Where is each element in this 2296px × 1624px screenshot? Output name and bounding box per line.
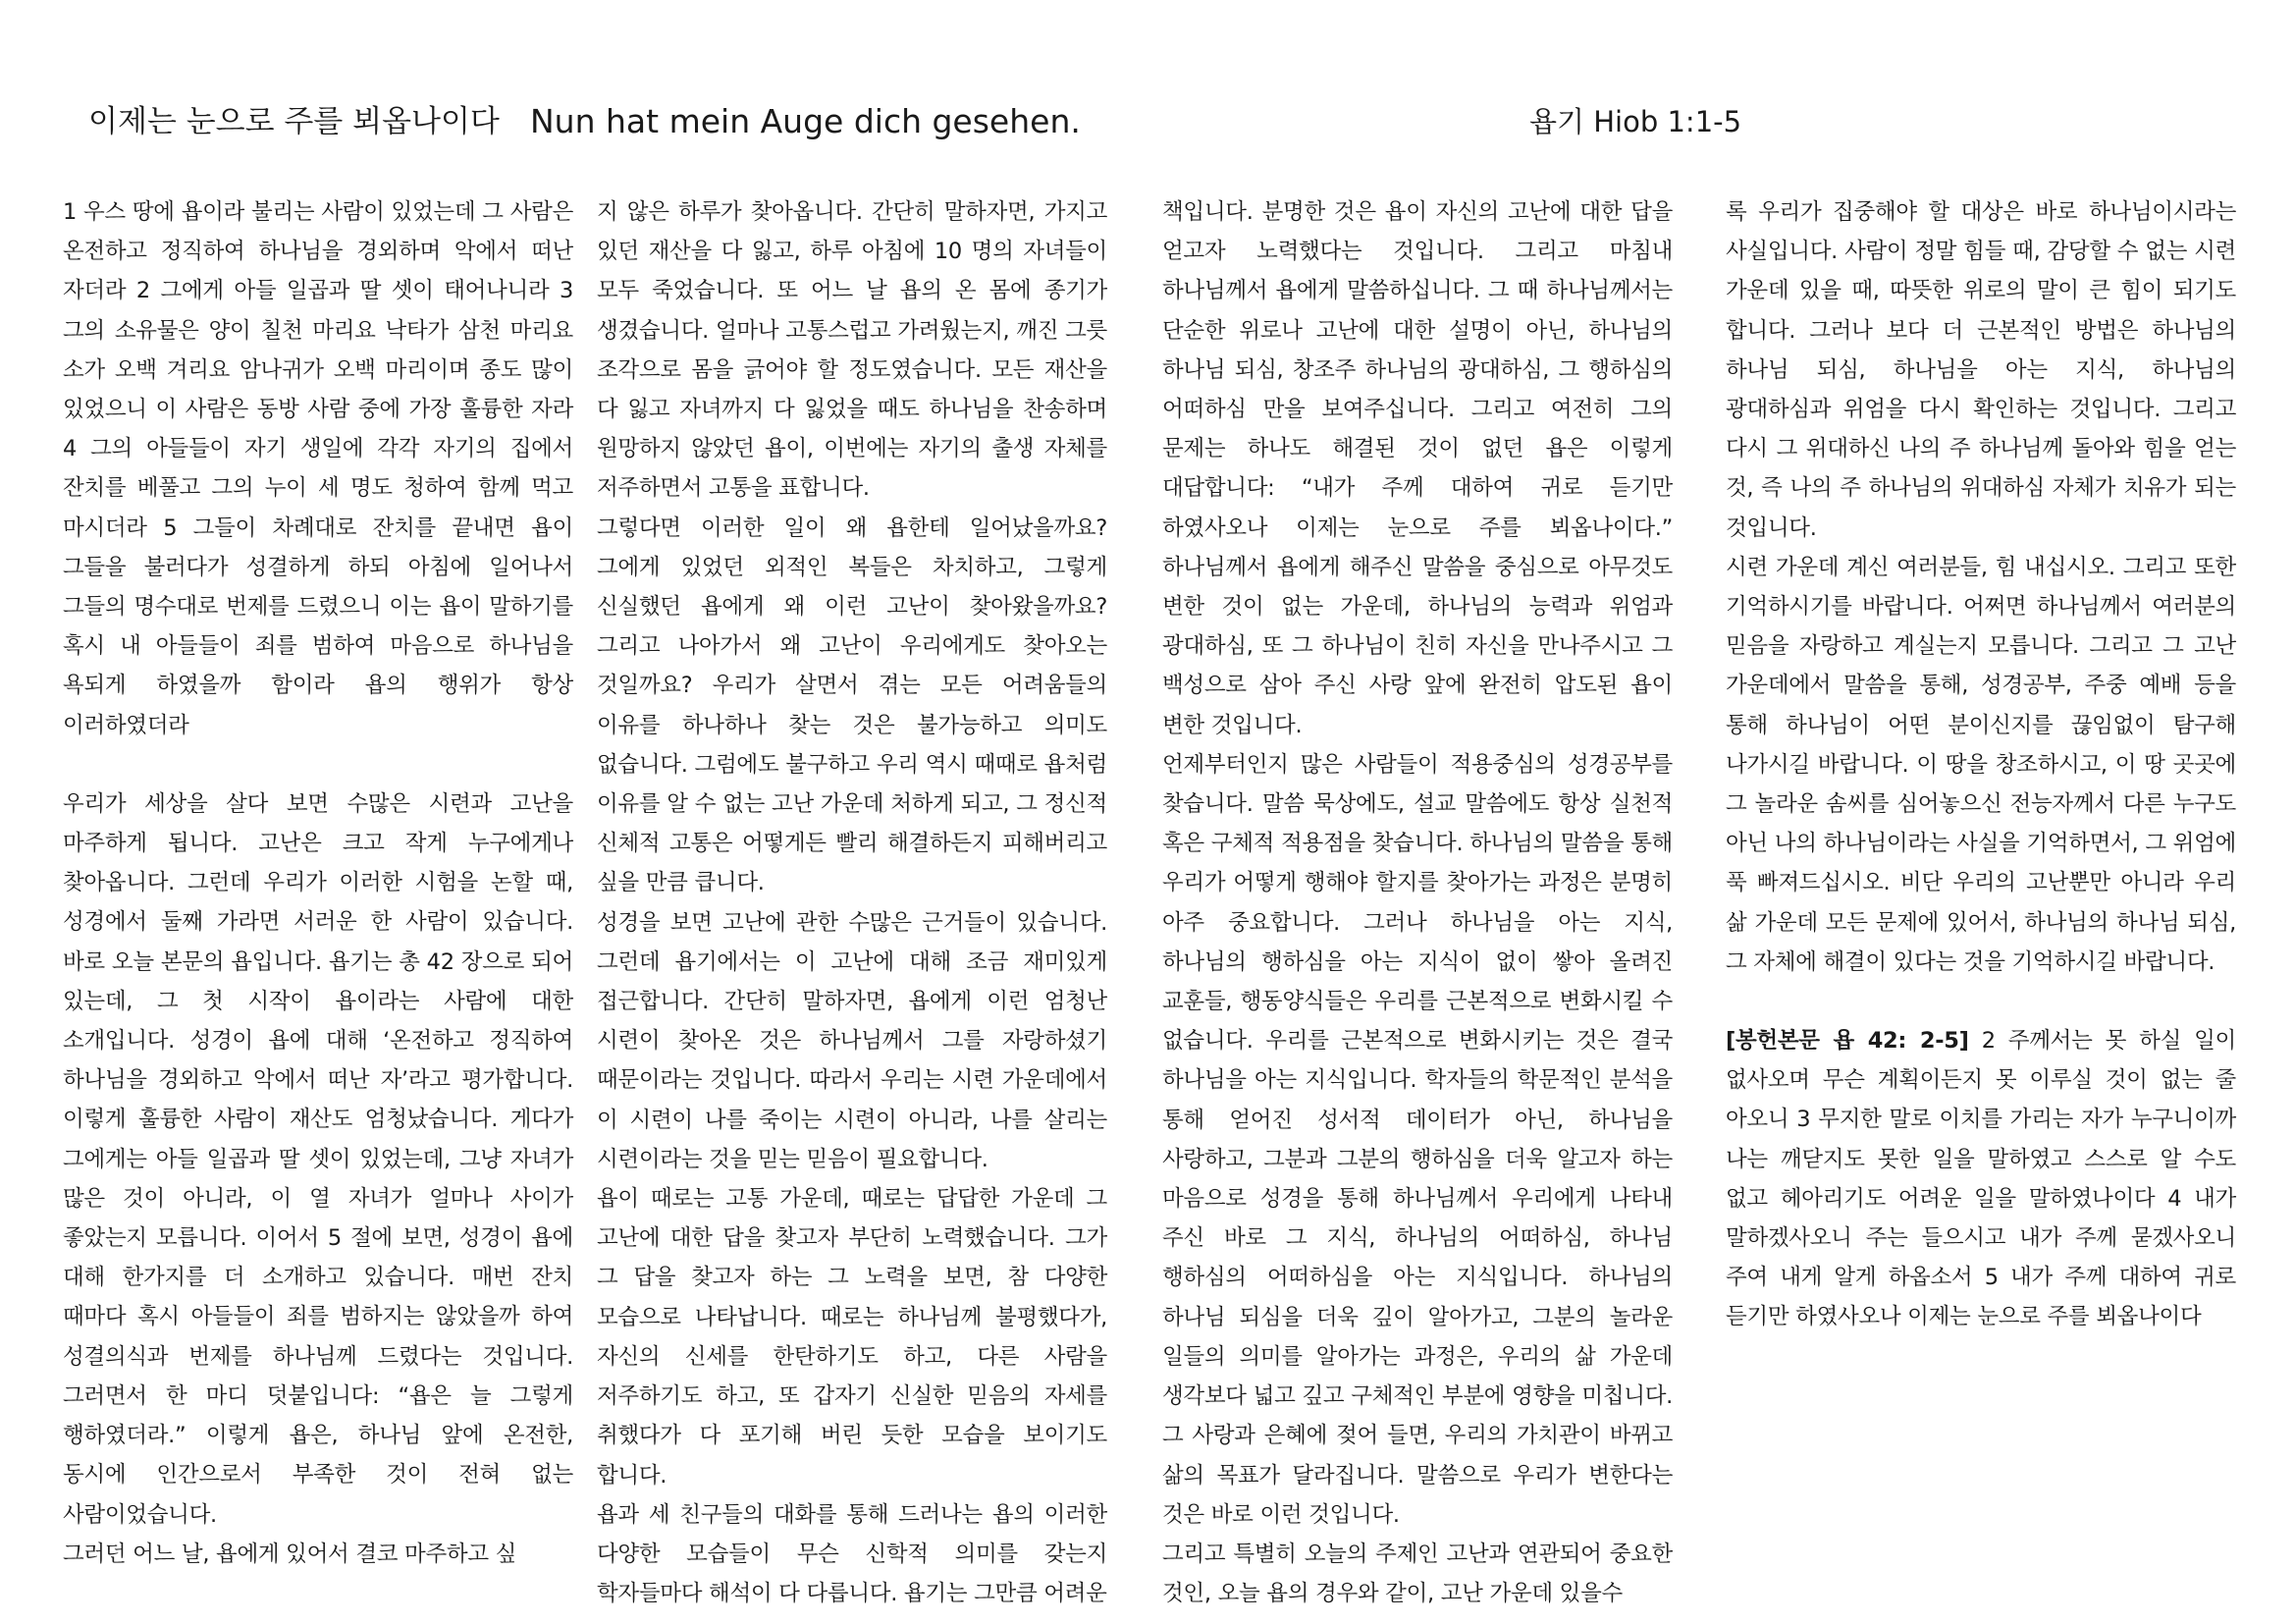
paragraph: 책입니다. 분명한 것은 욥이 자신의 고난에 대한 답을 얻고자 노력했다는 것입니다. 그리고 마침내 하나님께서 욥에게 말씀하십니다. 그 때 하나님께서는 단순한 위로나 고난에 대한 설명이 아닌, 하나님의 하나님 되심, 창조주 하나님의 광대하심, 그 행하심의 어떠하심 만을 보여주십니다. 그리고 여전히 그의 문제는 하나도 해결된 것이 없던 욥은 이렇게 대답합니다: “내가 주께 대하여 귀로 듣기만 하였사오나 이제는 눈으로 주를 뵈옵나이다.” 하나님께서 욥에게 해주신 말씀을 중심으로 아무것도 변한 것이 없는 가운데, 하나님의 능력과 위엄과 광대하심, 또 그 하나님이 친히 자신을 만나주시고 그 백성으로 삼아 주신 사랑 앞에 완전히 압도된 욥이 변한 것입니다. xyxy=(1162,199,1673,738)
title-german: Nun hat mein Auge dich gesehen. xyxy=(530,102,1081,140)
paragraph: 욥과 세 친구들의 대화를 통해 드러나는 욥의 이러한 다양한 모습들이 무슨 신학적 의미를 갖는지 학자들마다 해석이 다 다릅니다. 욥기는 그만큼 어려운 xyxy=(597,1501,1107,1607)
scripture-text: 1 우스 땅에 욥이라 불리는 사람이 있었는데 그 사람은 온전하고 정직하여 하나님을 경외하며 악에서 떠난 자더라 2 그에게 아들 일곱과 딸 셋이 태어나니라 3 그의 소유물은 양이 칠천 마리요 낙타가 삼천 마리요 소가 오백 겨리요 암나귀가 오백 마리이며 종도 많이 있었으니 이 사람은 동방 사람 중에 가장 훌륭한 자라 4 그의 아들들이 자기 생일에 각각 자기의 집에서 잔치를 베풀고 그의 누이 세 명도 청하여 함께 먹고 마시더라 5 그들이 차례대로 잔치를 끝내면 욥이 그들을 불러다가 성결하게 하되 아침에 일어나서 그들의 명수대로 번제를 드렸으니 이는 욥이 말하기를 혹시 내 아들들이 죄를 범하여 마음으로 하나님을 욕되게 하였을까 함이라 욥의 행위가 항상 이러하였더라 xyxy=(63,199,573,738)
column-2 xyxy=(597,192,1107,1607)
page-header xyxy=(0,98,2296,157)
paragraph: 욥이 때로는 고통 가운데, 때로는 답답한 가운데 그 고난에 대한 답을 찾고자 부단히 노력했습니다. 그가 그 답을 찾고자 하는 그 노력을 보면, 참 다양한 모습으로 나타납니다. 때로는 하나님께 불평했다가, 자신의 신세를 한탄하기도 하고, 다른 사람을 저주하기도 하고, 또 갑자기 신실한 믿음의 자세를 취했다가 다 포기해 버린 듯한 모습을 보이기도 합니다. xyxy=(597,1186,1107,1489)
paragraph: 시련 가운데 계신 여러분들, 힘 내십시오. 그리고 또한 기억하시기를 바랍니다. 어쩌면 하나님께서 여러분의 믿음을 자랑하고 계실는지 모릅니다. 그리고 그 고난 가운데에서 말씀을 통해, 성경공부, 주중 예배 등을 통해 하나님이 어떤 분이신지를 끊임없이 탐구해 나가시길 바랍니다. 이 땅을 창조하시고, 이 땅 곳곳에 그 놀라운 솜씨를 심어놓으신 전능자께서 다른 누구도 아닌 나의 하나님이라는 사실을 기억하면서, 그 위엄에 푹 빠져드십시오. 비단 우리의 고난뿐만 아니라 우리 삶 가운데 모든 문제에 있어서, 하나님의 하나님 되심, 그 자체에 해결이 있다는 것을 기억하시길 바랍니다. xyxy=(1726,554,2236,975)
scripture-reference: 욥기 Hiob 1:1-5 xyxy=(1529,105,1742,138)
paragraph: 그리고 특별히 오늘의 주제인 고난과 연관되어 중요한 것인, 오늘 욥의 경우와 같이, 고난 가운데 있을수 xyxy=(1162,1541,1673,1607)
paragraph: 성경을 보면 고난에 관한 수많은 근거들이 있습니다. 그런데 욥기에서는 이 고난에 대해 조금 재미있게 접근합니다. 간단히 말하자면, 욥에게 이런 엄청난 시련이 찾아온 것은 하나님께서 그를 자랑하셨기 때문이라는 것입니다. 따라서 우리는 시련 가운데에서 이 시련이 나를 죽이는 시련이 아니라, 나를 살리는 시련이라는 것을 믿는 믿음이 필요합니다. xyxy=(597,909,1107,1172)
offering-scripture-label: [봉헌본문 욥 42: 2-5] xyxy=(1726,1028,1969,1055)
column-3 xyxy=(1162,192,1673,1607)
paragraph: 그러던 어느 날, 욥에게 있어서 결코 마주하고 싶 xyxy=(63,1541,517,1567)
paragraph: 록 우리가 집중해야 할 대상은 바로 하나님이시라는 사실입니다. 사람이 정말 힘들 때, 감당할 수 없는 시련 가운데 있을 때, 따뜻한 위로의 말이 큰 힘이 되기도 합니다. 그러나 보다 더 근본적인 방법은 하나님의 하나님 되심, 하나님을 아는 지식, 하나님의 광대하심과 위엄을 다시 확인하는 것입니다. 그리고 다시 그 위대하신 나의 주 하나님께 돌아와 힘을 얻는 것, 즉 나의 주 하나님의 위대하심 자체가 치유가 되는 것입니다. xyxy=(1726,199,2236,541)
paragraph: 언제부터인지 많은 사람들이 적용중심의 성경공부를 찾습니다. 말씀 묵상에도, 설교 말씀에도 항상 실천적 혹은 구체적 적용점을 찾습니다. 하나님의 말씀을 통해 우리가 어떻게 행해야 할지를 찾아가는 과정은 분명히 아주 중요합니다. 그러나 하나님을 아는 지식, 하나님의 행하심을 아는 지식이 없이 쌓아 올려진 교훈들, 행동양식들은 우리를 근본적으로 변화시킬 수 없습니다. 우리를 근본적으로 변화시키는 것은 결국 하나님을 아는 지식입니다. 학자들의 학문적인 분석을 통해 얻어진 성서적 데이터가 아닌, 하나님을 사랑하고, 그분과 그분의 행하심을 더욱 알고자 하는 마음으로 성경을 통해 하나님께서 우리에게 나타내 주신 바로 그 지식, 하나님의 어떠하심, 하나님 행하심의 어떠하심을 아는 지식입니다. 하나님의 하나님 되심을 더욱 깊이 알아가고, 그분의 놀라운 일들의 의미를 알아가는 과정은, 우리의 삶 가운데 생각보다 넓고 깊고 구체적인 부분에 영향을 미칩니다. 그 사랑과 은혜에 젖어 들면, 우리의 가치관이 바뀌고 삶의 목표가 달라집니다. 말씀으로 우리가 변한다는 것은 바로 이런 것입니다. xyxy=(1162,751,1673,1528)
paragraph: 우리가 세상을 살다 보면 수많은 시련과 고난을 마주하게 됩니다. 고난은 크고 작게 누구에게나 찾아옵니다. 그런데 우리가 이러한 시험을 논할 때, 성경에서 둘째 가라면 서러운 한 사람이 있습니다. 바로 오늘 본문의 욥입니다. 욥기는 총 42 장으로 되어 있는데, 그 첫 시작이 욥이라는 사람에 대한 소개입니다. 성경이 욥에 대해 ‘온전하고 정직하여 하나님을 경외하고 악에서 떠난 자’라고 평가합니다. 이렇게 훌륭한 사람이 재산도 엄청났습니다. 게다가 그에게는 아들 일곱과 딸 셋이 있었는데, 그냥 자녀가 많은 것이 아니라, 이 열 자녀가 얼마나 사이가 좋았는지 모릅니다. 이어서 5 절에 보면, 성경이 욥에 대해 한가지를 더 소개하고 있습니다. 매번 잔치 때마다 혹시 아들들이 죄를 범하지는 않았을까 하여 성결의식과 번제를 하나님께 드렸다는 것입니다. 그러면서 한 마디 덧붙입니다: “욥은 늘 그렇게 행하였더라.” 이렇게 욥은, 하나님 앞에 온전한, 동시에 인간으로서 부족한 것이 전혀 없는 사람이었습니다. xyxy=(63,790,573,1528)
paragraph: 지 않은 하루가 찾아옵니다. 간단히 말하자면, 가지고 있던 재산을 다 잃고, 하루 아침에 10 명의 자녀들이 모두 죽었습니다. 또 어느 날 욥의 온 몸에 종기가 생겼습니다. 얼마나 고통스럽고 가려웠는지, 깨진 그릇 조각으로 몸을 긁어야 할 정도였습니다. 모든 재산을 다 잃고 자녀까지 다 잃었을 때도 하나님을 찬송하며 원망하지 않았던 욥이, 이번에는 자기의 출생 자체를 저주하면서 고통을 표합니다. xyxy=(597,199,1107,502)
title-korean: 이제는 눈으로 주를 뵈옵나이다 xyxy=(88,104,500,139)
text-columns xyxy=(0,192,2296,1607)
column-1 xyxy=(63,192,573,1587)
column-4 xyxy=(1726,192,2236,1587)
offering-scripture xyxy=(1726,1021,2236,1337)
offering-scripture-text: 2 주께서는 못 하실 일이 없사오며 무슨 계획이든지 못 이루실 것이 없는 줄 아오니 3 무지한 말로 이치를 가리는 자가 누구니이까 나는 깨닫지도 못한 일을 말하였고 스스로 알 수도 없고 헤아리기도 어려운 일을 말하였나이다 4 내가 말하겠사오니 주는 들으시고 내가 주께 묻겠사오니 주여 내게 알게 하옵소서 5 내가 주께 대하여 귀로 듣기만 하였사오나 이제는 눈으로 주를 뵈옵나이다 xyxy=(1726,1028,2236,1330)
paragraph: 그렇다면 이러한 일이 왜 욥한테 일어났을까요? 그에게 있었던 외적인 복들은 차치하고, 그렇게 신실했던 욥에게 왜 이런 고난이 찾아왔을까요? 그리고 나아가서 왜 고난이 우리에게도 찾아오는 것일까요? 우리가 살면서 겪는 모든 어려움들의 이유를 하나하나 찾는 것은 불가능하고 의미도 없습니다. 그럼에도 불구하고 우리 역시 때때로 욥처럼 이유를 알 수 없는 고난 가운데 처하게 되고, 그 정신적 신체적 고통은 어떻게든 빨리 해결하든지 피해버리고 싶을 만큼 큽니다. xyxy=(597,514,1107,896)
